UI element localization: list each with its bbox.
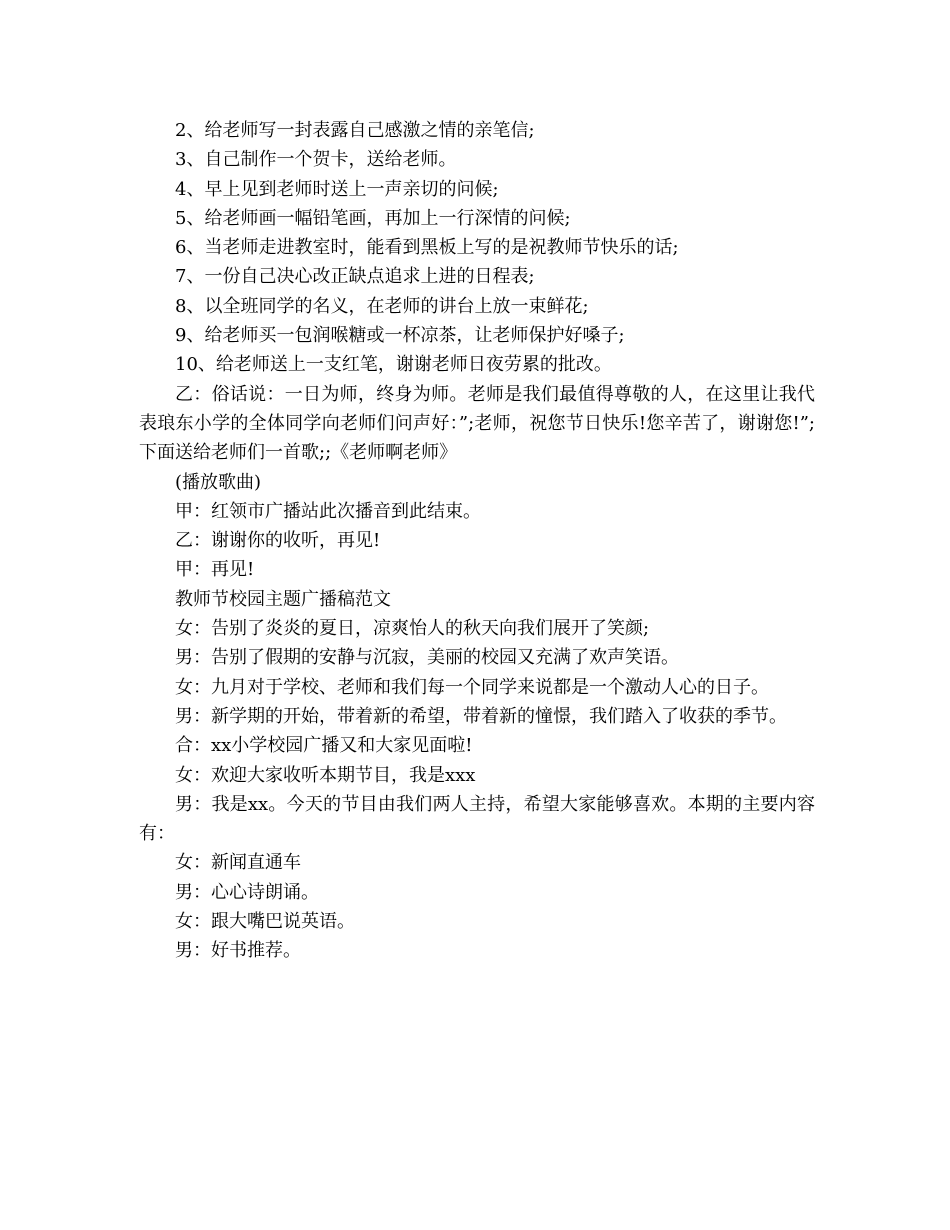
- paragraph: (播放歌曲): [175, 471, 262, 493]
- paragraph: 甲：红领市广播站此次播音到此结束。: [175, 500, 481, 522]
- paragraph: 合：xx小学校园广播又和大家见面啦!: [175, 735, 473, 757]
- paragraph: 10、给老师送上一支红笔，谢谢老师日夜劳累的批改。: [175, 354, 612, 376]
- paragraph: 5、给老师画一幅铅笔画，再加上一行深情的问候;: [175, 207, 571, 229]
- paragraph: 男：新学期的开始，带着新的希望，带着新的憧憬，我们踏入了收获的季节。: [175, 705, 787, 727]
- paragraph: 3、自己制作一个贺卡，送给老师。: [175, 149, 457, 171]
- paragraph: 女：欢迎大家收听本期节目，我是xxx: [175, 764, 476, 786]
- paragraph: 女：告别了炎炎的夏日，凉爽怡人的秋天向我们展开了笑颜;: [175, 618, 650, 640]
- paragraph: 男：心心诗朗诵。: [175, 881, 319, 903]
- paragraph: 女：跟大嘴巴说英语。: [175, 911, 355, 933]
- paragraph: 乙：俗话说：一日为师，终身为师。老师是我们最值得尊敬的人，在这里让我代表琅东小学的全体同学向老师们问声好：”;老师，祝您节日快乐!您辛苦了，谢谢您!”;下面送给老师们一首歌;;《老师啊老师》: [139, 383, 815, 464]
- paragraph: 8、以全班同学的名义，在老师的讲台上放一束鲜花;: [175, 295, 589, 317]
- paragraph: 女：九月对于学校、老师和我们每一个同学来说都是一个激动人心的日子。: [175, 676, 769, 698]
- paragraph: 2、给老师写一封表露自己感激之情的亲笔信;: [175, 120, 535, 141]
- paragraph: 6、当老师走进教室时，能看到黑板上写的是祝教师节快乐的话;: [175, 237, 679, 259]
- document-body: [139, 116, 815, 966]
- paragraph: 男：我是xx。今天的节目由我们两人主持，希望大家能够喜欢。本期的主要内容有：: [139, 793, 815, 845]
- paragraph: 9、给老师买一包润喉糖或一杯凉茶，让老师保护好嗓子;: [175, 325, 625, 347]
- paragraph: 7、一份自己决心改正缺点追求上进的日程表;: [175, 266, 535, 288]
- paragraph: 男：好书推荐。: [175, 940, 301, 962]
- section-title: 教师节校园主题广播稿范文: [175, 588, 391, 610]
- paragraph: 4、早上见到老师时送上一声亲切的问候;: [175, 178, 499, 200]
- paragraph: 乙：谢谢你的收听，再见!: [175, 530, 381, 552]
- paragraph: 男：告别了假期的安静与沉寂，美丽的校园又充满了欢声笑语。: [175, 647, 679, 669]
- paragraph: 女：新闻直通车: [175, 852, 301, 874]
- paragraph: 甲：再见!: [175, 559, 255, 581]
